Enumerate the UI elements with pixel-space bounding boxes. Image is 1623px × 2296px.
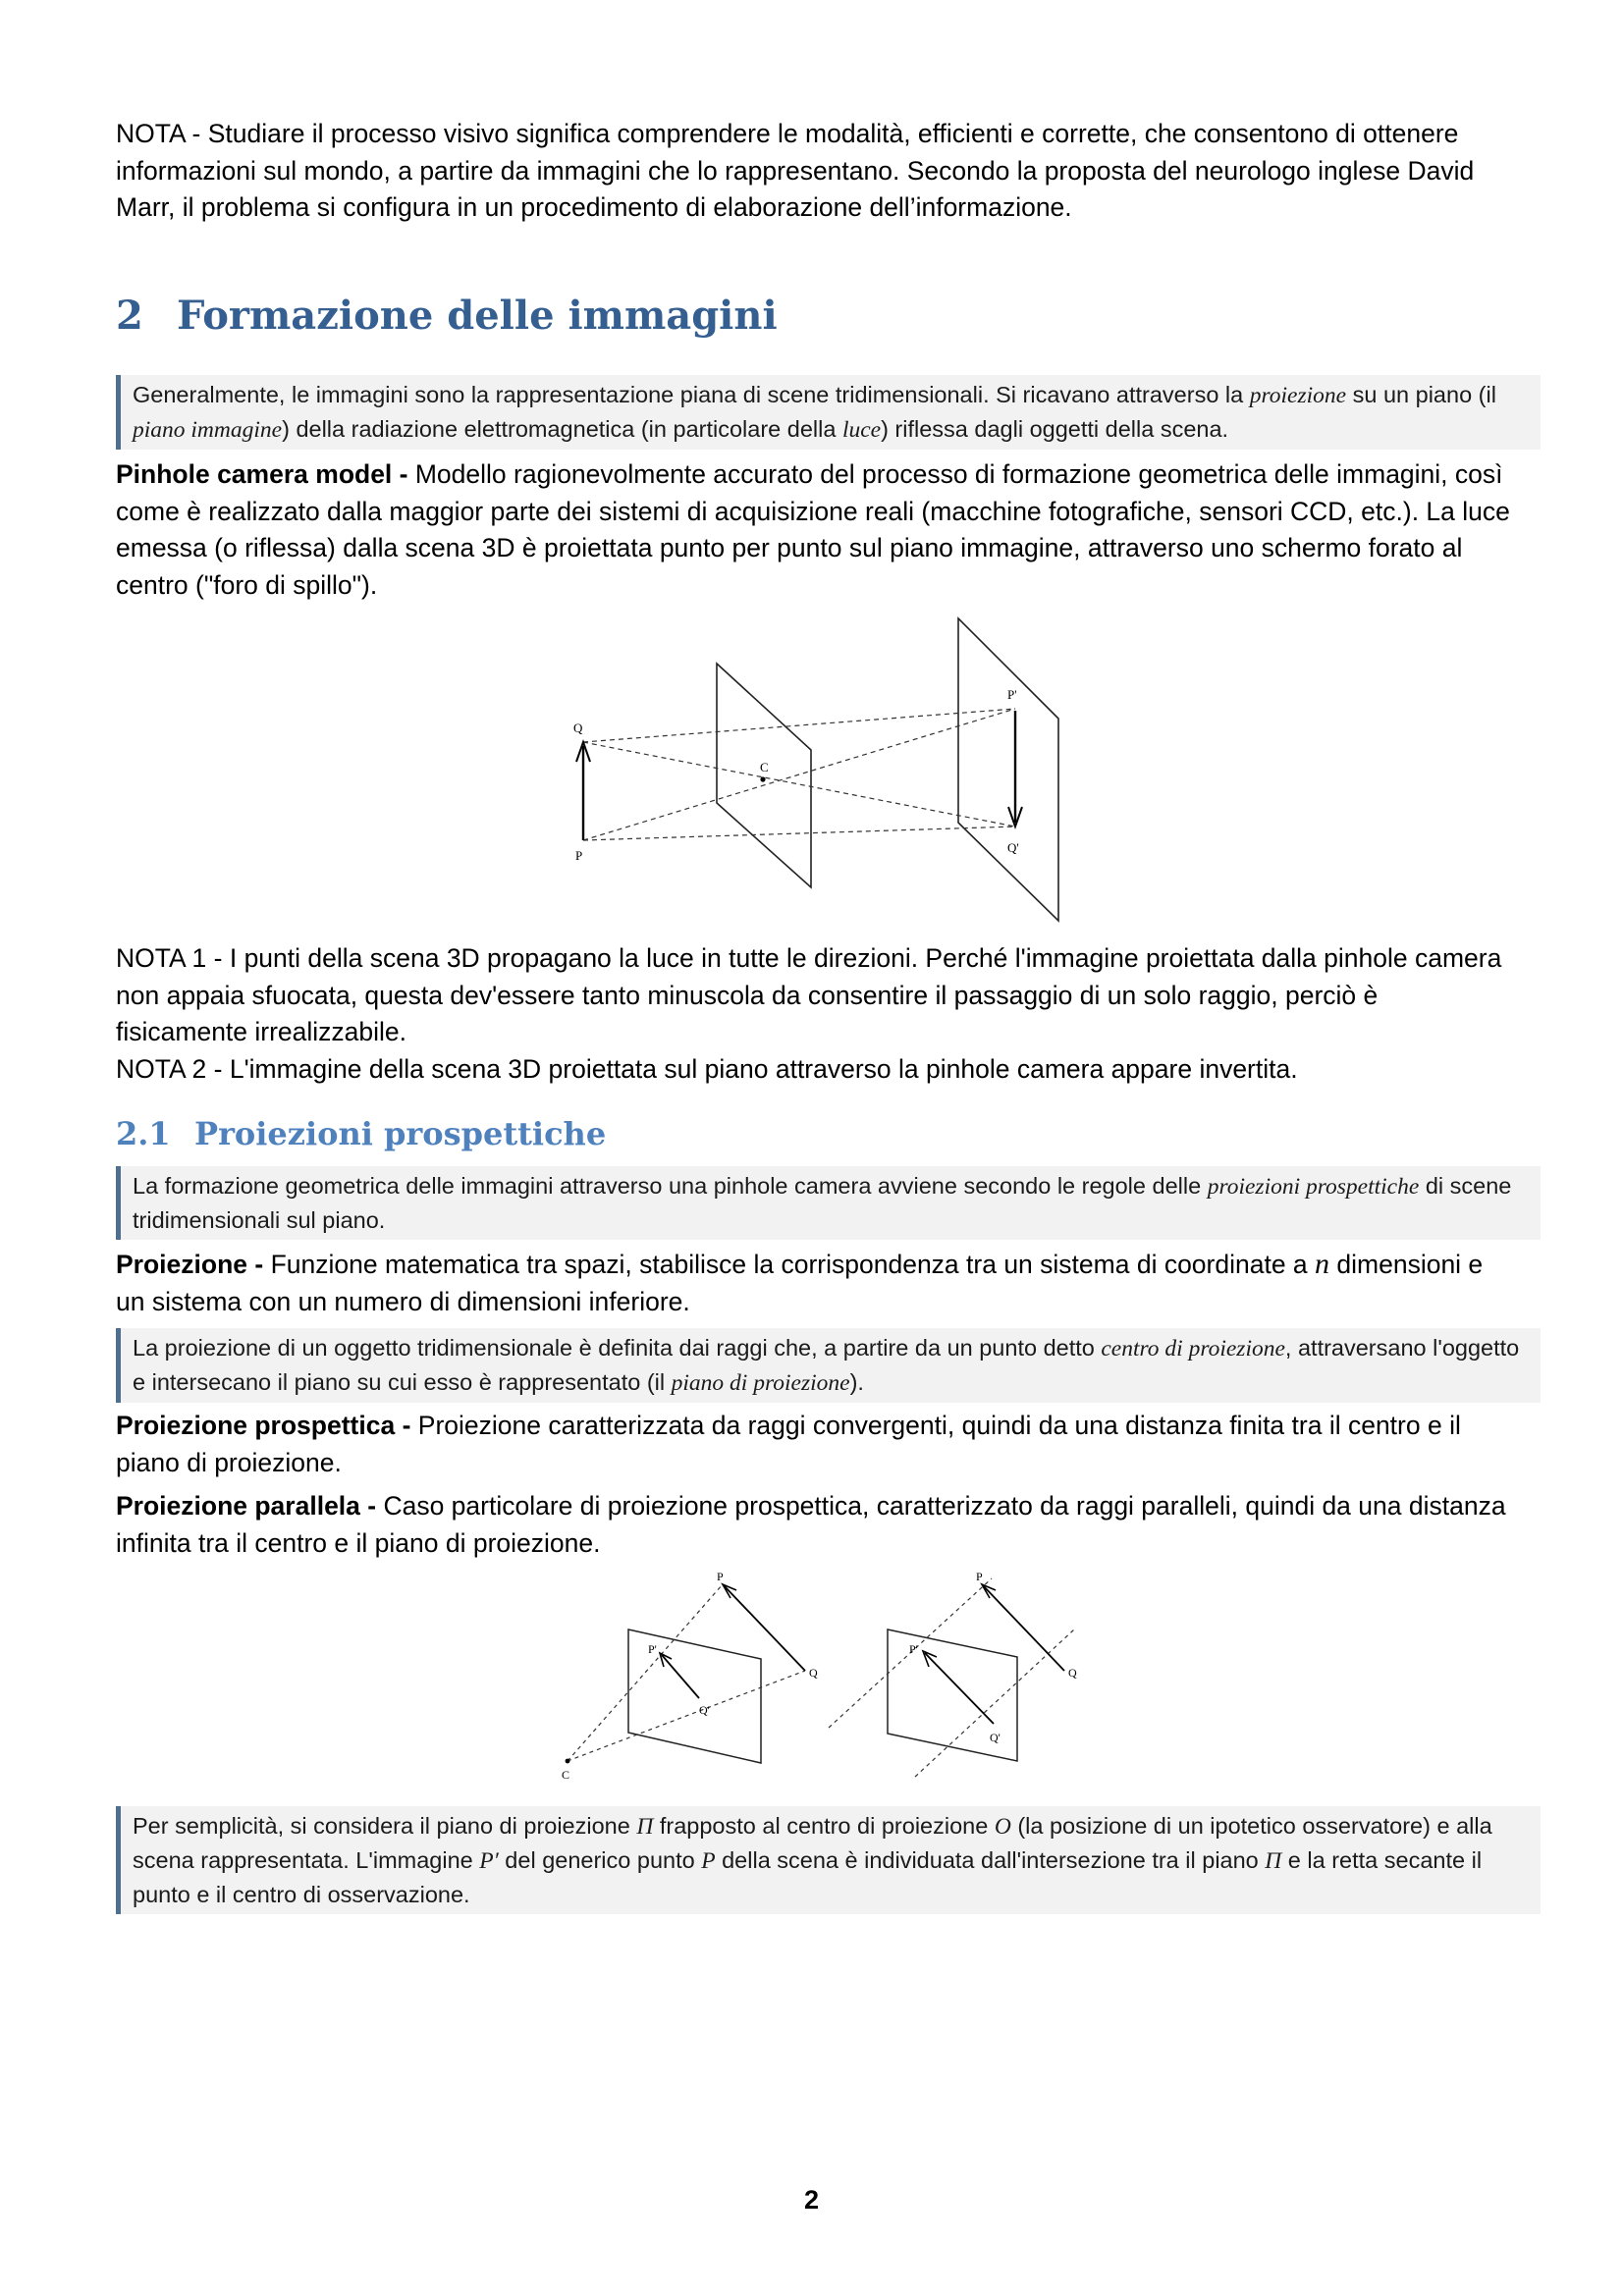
callout-text: , attraversano l'oggetto e intersecano il piano su cui esso è rappresentato (il — [133, 1335, 1520, 1395]
callout-emphasis: proiezioni prospettiche — [1207, 1174, 1420, 1200]
math-p-prime: P′ — [479, 1848, 499, 1874]
callout-text: La proiezione di un oggetto tridimensionale è definita dai raggi che, a partire da un punto detto — [133, 1335, 1102, 1361]
ray-lower — [583, 827, 1015, 840]
callout-emphasis: piano di proiezione — [671, 1370, 850, 1396]
callout-text: del generico punto — [498, 1847, 702, 1873]
subsection-title: Proiezioni prospettiche — [194, 1115, 607, 1152]
label-q-prime: Q' — [699, 1703, 710, 1717]
ray-upper — [583, 709, 1015, 742]
pinhole-camera-figure — [560, 609, 1080, 933]
math-n: n — [1315, 1248, 1330, 1280]
callout-text: su un piano (il — [1346, 382, 1496, 407]
callout-text: (la posizione di un ipotetico osservatore) e alla scena rappresentata. L'immagine — [133, 1813, 1492, 1873]
math-pi: Π — [636, 1814, 654, 1840]
term-label: Proiezione prospettica - — [116, 1411, 418, 1440]
callout-text: Generalmente, le immagini sono la rappresentazione piana di scene tridimensionali. Si ricavano attraverso la — [133, 382, 1250, 407]
note-label: NOTA - — [116, 119, 208, 148]
note-text: L'immagine della scena 3D proiettata sul piano attraverso la pinhole camera appare invertita. — [229, 1054, 1298, 1084]
center-point — [760, 776, 765, 781]
math-pi: Π — [1265, 1848, 1282, 1874]
term-label: Proiezione parallela - — [116, 1491, 384, 1521]
proiezione-definition — [116, 1246, 1514, 1320]
label-p-prime: P' — [1007, 687, 1017, 702]
perspective-object — [723, 1584, 805, 1671]
section-number: 2 — [116, 293, 143, 339]
callout-text: frapposto al centro di proiezione — [653, 1813, 995, 1839]
callout-text: della scena è individuata dall'intersezione tra il piano — [715, 1847, 1266, 1873]
callout-text: Per semplicità, si considera il piano di proiezione — [133, 1813, 637, 1839]
callout-text: di scene tridimensionali sul piano. — [133, 1173, 1512, 1233]
callout-text: ) riflessa dagli oggetti della scena. — [881, 416, 1229, 442]
callout-text: ) della radiazione elettromagnetica (in particolare della — [282, 416, 842, 442]
label-p: P — [976, 1571, 983, 1583]
subsection-number: 2.1 — [116, 1115, 171, 1152]
nota-1 — [116, 940, 1514, 1051]
label-p-prime: P' — [648, 1642, 657, 1656]
term-text: Modello ragionevolmente accurato del processo di formazione geometrica delle immagini, così come è realizzato dalla maggior parte dei sistemi di acquisizione reali (macchine fotografiche, sensori CCD, etc.). La luce emessa (o riflessa) dalla scena 3D è proiettata punto per punto sul piano immagine, attraverso uno schermo forato al centro ("foro di spillo"). — [116, 459, 1510, 600]
perspective-ray-p — [568, 1584, 723, 1761]
label-p: P — [575, 848, 583, 863]
label-p: P — [717, 1571, 724, 1583]
section-title: Formazione delle immagini — [177, 293, 778, 339]
section-heading — [116, 293, 1514, 339]
callout-emphasis: luce — [841, 417, 882, 443]
page-number: 2 — [803, 2185, 820, 2215]
math-p: P — [701, 1848, 716, 1874]
callout-emphasis: centro di proiezione — [1101, 1336, 1285, 1362]
callout-text: ). — [849, 1369, 864, 1395]
callout-text: La formazione geometrica delle immagini attraverso una pinhole camera avviene secondo le regole delle — [133, 1173, 1208, 1199]
pinhole-definition — [116, 456, 1514, 604]
parallela-definition — [116, 1488, 1514, 1562]
image-plane — [958, 618, 1058, 921]
callout-simplification — [116, 1806, 1541, 1914]
parallel-image — [925, 1653, 994, 1724]
label-q-prime: Q' — [1007, 840, 1019, 855]
note-text: I punti della scena 3D propagano la luce in tutte le direzioni. Perché l'immagine proiettata dalla pinhole camera non appaia sfuocata, questa dev'essere tanto minuscola da consentire il passaggio di un solo raggio, perciò è fisicamente irrealizzabile. — [116, 943, 1502, 1046]
projection-figure — [550, 1571, 1090, 1787]
note-label: NOTA 1 - — [116, 943, 230, 973]
callout-projection — [116, 1328, 1541, 1403]
center-point — [566, 1759, 570, 1764]
note-text: Studiare il processo visivo significa comprendere le modalità, efficienti e corrette, che consentono di ottenere informazioni sul mondo, a partire da immagini che lo rappresentano. Secondo la proposta del neurologo inglese David Marr, il problema si configura in un procedimento di elaborazione dell’informazione. — [116, 119, 1475, 222]
term-text: dimensioni e un sistema con un numero di dimensioni inferiore. — [116, 1250, 1484, 1316]
ray-cross-1 — [583, 742, 1015, 827]
label-c: C — [760, 760, 769, 774]
note-label: NOTA 2 - — [116, 1054, 230, 1084]
label-q: Q — [573, 721, 583, 735]
parallel-object — [982, 1584, 1064, 1671]
term-text: Caso particolare di proiezione prospettica, caratterizzato da raggi paralleli, quindi da una distanza infinita tra il centro e il piano di proiezione. — [116, 1491, 1506, 1558]
callout-perspective — [116, 1166, 1541, 1240]
label-q: Q — [809, 1666, 818, 1680]
term-label: Proiezione - — [116, 1250, 271, 1279]
perspective-image — [662, 1655, 699, 1698]
intro-note — [116, 116, 1514, 227]
term-label: Pinhole camera model - — [116, 459, 415, 489]
callout-definition — [116, 375, 1541, 450]
term-text: Proiezione caratterizzata da raggi convergenti, quindi da una distanza finita tra il centro e il piano di proiezione. — [116, 1411, 1461, 1477]
label-q-prime: Q' — [990, 1731, 1001, 1744]
nota-2 — [116, 1051, 1514, 1089]
label-q: Q — [1068, 1666, 1077, 1680]
label-c: C — [562, 1768, 570, 1782]
label-p-prime: P' — [909, 1642, 918, 1656]
subsection-heading — [116, 1115, 1514, 1152]
prospettica-definition — [116, 1408, 1514, 1481]
ray-cross-2 — [583, 709, 1015, 840]
math-o: O — [994, 1814, 1011, 1840]
callout-text: e la retta secante il punto e il centro di osservazione. — [133, 1847, 1483, 1907]
callout-emphasis: piano immagine — [133, 417, 283, 443]
callout-emphasis: proiezione — [1249, 383, 1347, 408]
term-text: Funzione matematica tra spazi, stabilisce la corrispondenza tra un sistema di coordinate a — [270, 1250, 1316, 1279]
